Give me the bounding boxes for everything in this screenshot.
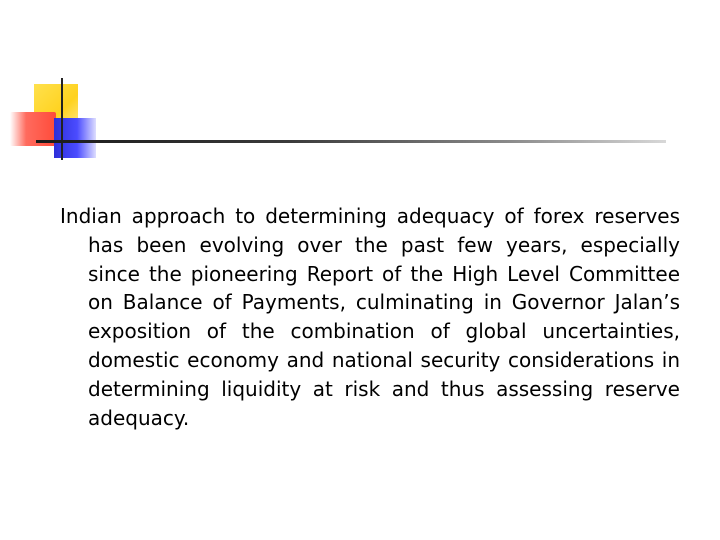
- vertical-line-decoration: [61, 78, 63, 160]
- corner-ornament: [0, 0, 720, 200]
- slide-body-text: Indian approach to determining adequacy of forex reserves has been evolving over the past few years, especially since the pioneering Report of the High Level Committee on Balance of Payments, culminating in Governor Jalan’s exposition of the combination of global uncertainties, domestic economy and national security considerations in determining liquidity at risk and thus assessing reserve adequacy.: [60, 204, 680, 430]
- title-divider-rule: [36, 140, 666, 143]
